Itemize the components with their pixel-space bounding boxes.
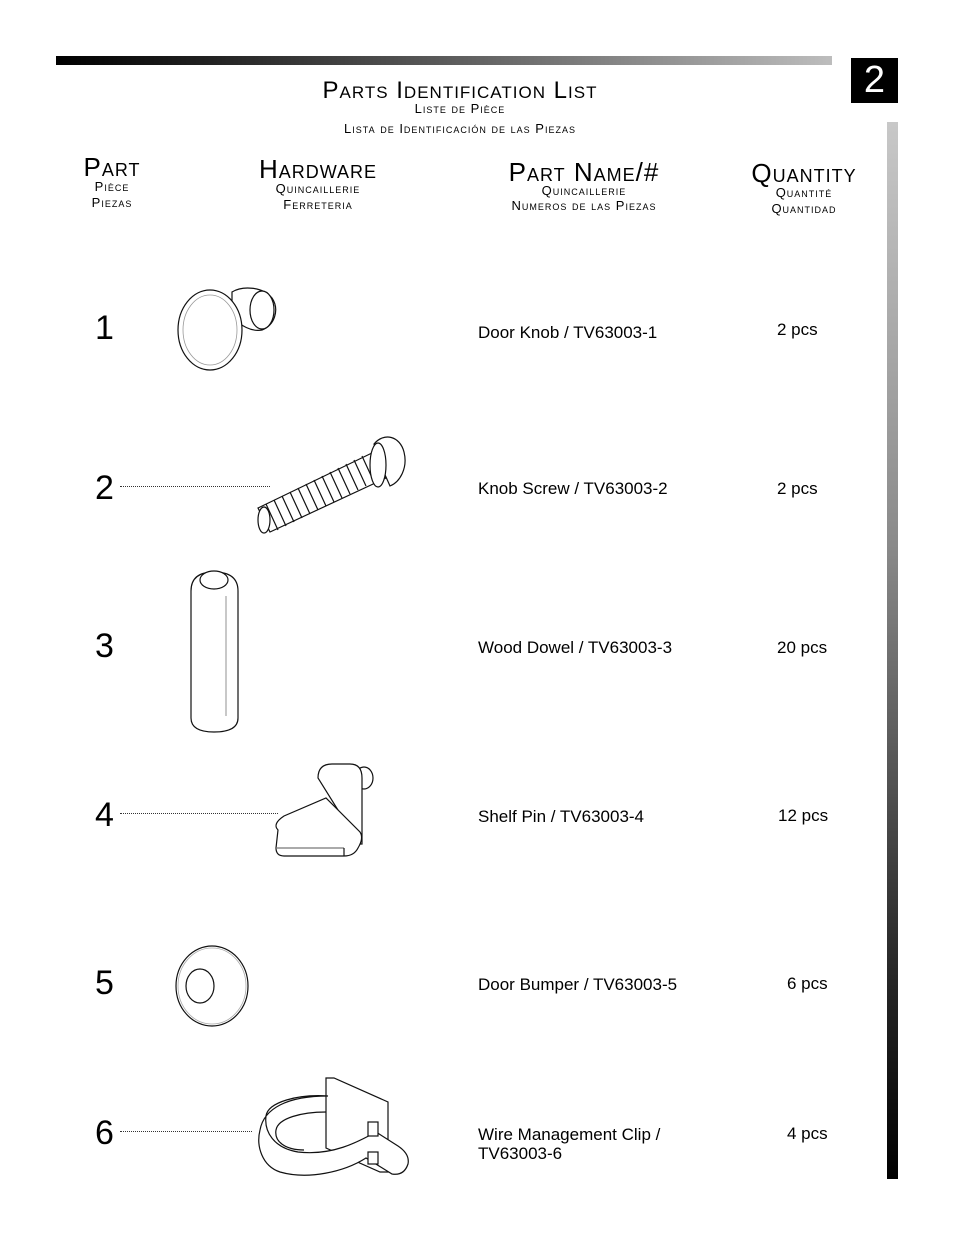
column-header-part-name-fr: Quincaillerie <box>541 183 627 198</box>
header-gradient-bar <box>56 56 832 65</box>
part-number-6: 6 <box>95 1114 114 1152</box>
part-name-2: Knob Screw / TV63003-2 <box>478 479 668 498</box>
column-header-part-name-es: Numeros de las Piezas <box>511 198 657 213</box>
part-number-2: 2 <box>95 469 114 507</box>
wood-dowel-icon <box>186 566 246 736</box>
knob-screw-icon <box>252 430 412 540</box>
column-header-quantity-title: Quantity <box>751 158 857 188</box>
column-header-hardware-es: Ferreteria <box>283 197 353 212</box>
page-title-fr: Liste de Pièce <box>414 101 506 116</box>
column-header-part-name-title: Part Name/# <box>508 157 660 187</box>
column-header-part <box>62 152 162 211</box>
page-number-badge: 2 <box>851 58 898 103</box>
leader-line-2 <box>120 486 270 487</box>
column-header-part-title: Part <box>83 152 141 182</box>
column-header-quantity-es: Quantidad <box>771 201 837 216</box>
column-header-part-fr: Pièce <box>94 179 130 194</box>
part-number-4: 4 <box>95 796 114 834</box>
part-number-3: 3 <box>95 627 114 665</box>
column-header-hardware-fr: Quincaillerie <box>275 181 361 196</box>
part-name-3: Wood Dowel / TV63003-3 <box>478 638 673 657</box>
part-qty-4: 12 pcs <box>778 806 829 825</box>
door-knob-icon <box>170 280 280 380</box>
page-title: Parts Identification List <box>322 77 598 104</box>
part-name-4: Shelf Pin / TV63003-4 <box>478 807 645 826</box>
column-header-quantity-fr: Quantité <box>775 185 833 200</box>
page-title-block <box>230 77 690 136</box>
wire-clip-icon <box>258 1072 414 1178</box>
page-title-es: Lista de Identificación de las Piezas <box>344 121 576 136</box>
part-qty-3: 20 pcs <box>777 638 828 657</box>
part-qty-5: 6 pcs <box>787 974 828 993</box>
part-qty-6: 4 pcs <box>787 1124 828 1143</box>
part-qty-1: 2 pcs <box>777 320 818 339</box>
part-name-5: Door Bumper / TV63003-5 <box>478 975 678 994</box>
column-header-hardware-title: Hardware <box>258 154 378 184</box>
part-name-6: Wire Management Clip / TV63003-6 <box>478 1125 661 1163</box>
shelf-pin-icon <box>268 758 388 868</box>
part-name-1: Door Knob / TV63003-1 <box>478 323 658 342</box>
column-header-part-es: Piezas <box>91 195 133 210</box>
column-header-quantity <box>724 158 884 217</box>
column-header-part-name <box>464 157 704 214</box>
part-qty-2: 2 pcs <box>777 479 818 498</box>
part-number-1: 1 <box>95 309 114 347</box>
part-number-5: 5 <box>95 964 114 1002</box>
leader-line-4 <box>120 813 278 814</box>
column-header-hardware <box>218 154 418 213</box>
side-gradient-bar <box>887 122 898 1179</box>
leader-line-6 <box>120 1131 252 1132</box>
door-bumper-icon <box>170 943 254 1029</box>
